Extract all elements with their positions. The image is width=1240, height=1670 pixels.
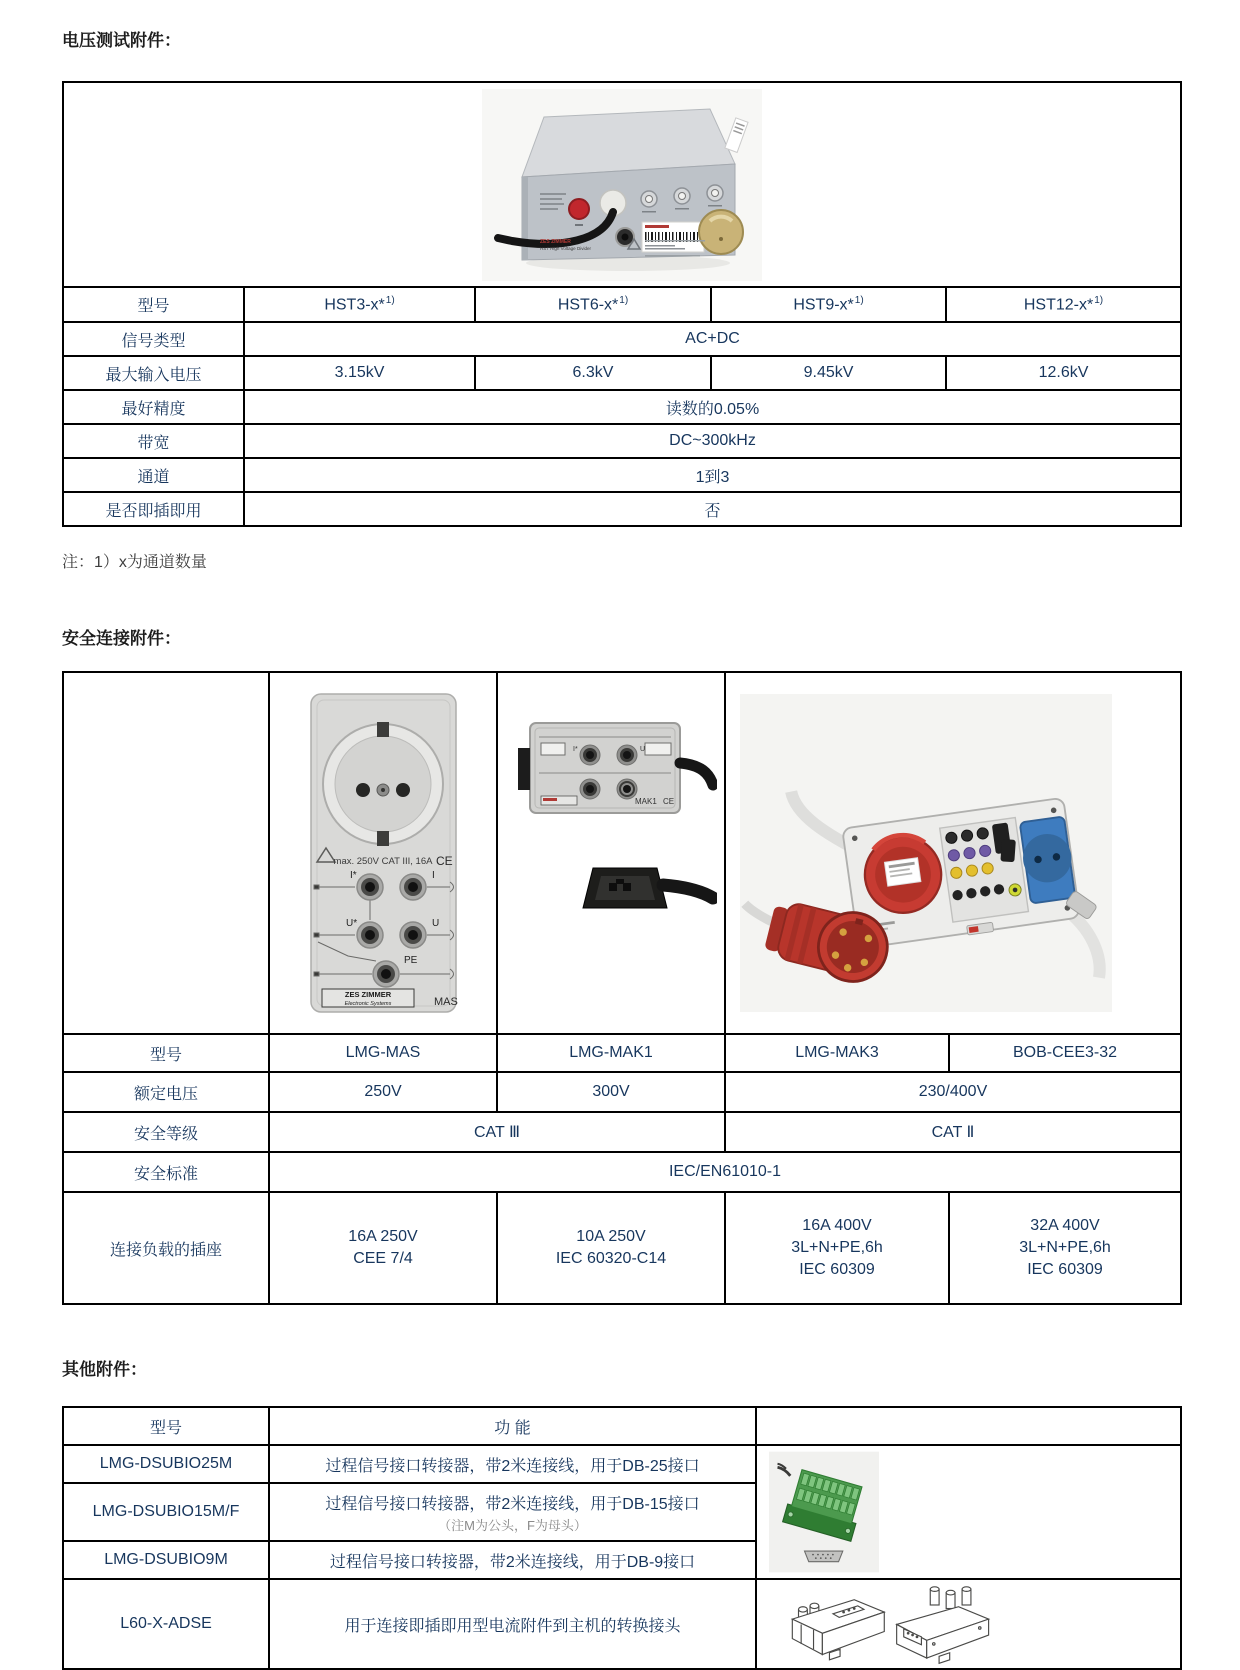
footnote: 注：1）x为通道数量: [62, 554, 207, 571]
safety-model-bob: BOB-CEE3-32: [949, 1034, 1181, 1072]
func-dsubio9m: 过程信号接口转接器，带2米连接线，用于DB-9接口: [269, 1541, 756, 1579]
max-input-hst6: 6.3kV: [475, 356, 711, 390]
svg-text:HST High Voltage Divider: HST High Voltage Divider: [540, 245, 591, 251]
load-socket-bob: 32A 400V 3L+N+PE,6h IEC 60309: [949, 1192, 1181, 1304]
accuracy-label: 最好精度: [63, 390, 244, 424]
safety-model-mak3: LMG-MAK3: [725, 1034, 949, 1072]
plug-and-play-label: 是否即插即用: [63, 492, 244, 526]
l60-adapter-photo-cell: [756, 1579, 1181, 1669]
svg-text:I*: I*: [349, 870, 357, 881]
svg-text:ZES ZIMMER: ZES ZIMMER: [344, 990, 391, 999]
max-input-label: 最大输入电压: [63, 356, 244, 390]
hst-photo-cell: [63, 82, 1181, 287]
safety-model-label: 型号: [63, 1034, 269, 1072]
svg-text:I: I: [431, 870, 435, 881]
mak1-photo-cell: [497, 672, 725, 1034]
svg-text:Electronic Systems: Electronic Systems: [344, 1001, 391, 1007]
model-l60-x-adse: L60-X-ADSE: [63, 1579, 269, 1669]
mas-photo-cell: [269, 672, 497, 1034]
load-socket-mas: 16A 250V CEE 7/4: [269, 1192, 497, 1304]
mak1-side-connector: [518, 748, 530, 790]
safety-class-cat3: CAT Ⅲ: [269, 1112, 725, 1152]
l60-adapter-drawing: [769, 1582, 1019, 1666]
other-function-header: 功 能: [269, 1407, 756, 1445]
lmg-mak1-photo: [505, 693, 717, 943]
safety-class-cat2: CAT Ⅱ: [725, 1112, 1181, 1152]
model-dsubio15mf: LMG-DSUBIO15M/F: [63, 1483, 269, 1541]
hst-device-photo: [482, 89, 762, 281]
mak3-photo-cell: [725, 672, 1181, 1034]
hst-label: [642, 222, 704, 252]
dsub-adapter-photo: [769, 1451, 879, 1573]
svg-text:U: U: [640, 746, 646, 753]
mak1-cable: [680, 763, 713, 785]
accuracy-value: 读数的0.05%: [244, 390, 1181, 424]
voltage-model-hst3: HST3-x*$^{1)}$: [244, 287, 475, 322]
load-socket-mak1: 10A 250V IEC 60320-C14: [497, 1192, 725, 1304]
max-input-hst3: 3.15kV: [244, 356, 475, 390]
channel-value: 1到3: [244, 458, 1181, 492]
load-socket-label: 连接负载的插座: [63, 1192, 269, 1304]
lmg-mas-photo: [286, 684, 481, 1022]
safety-standard-label: 安全标准: [63, 1152, 269, 1192]
svg-text:CE: CE: [435, 854, 453, 868]
dsub-connector: [804, 1551, 842, 1562]
plug-and-play-value: 否: [244, 492, 1181, 526]
voltage-accessory-table: [62, 81, 1182, 527]
svg-text:ZES ZIMMER: ZES ZIMMER: [540, 238, 571, 245]
dsub-adapter-photo-cell: [756, 1445, 1181, 1579]
svg-text:U: U: [431, 918, 439, 929]
rated-voltage-label: 额定电压: [63, 1072, 269, 1112]
voltage-model-label: 型号: [63, 287, 244, 322]
safety-accessory-table: [62, 671, 1182, 1305]
lmg-mak3-photo: [740, 682, 1112, 1024]
bandwidth-label: 带宽: [63, 424, 244, 458]
channel-label: 通道: [63, 458, 244, 492]
rated-voltage-mak3-bob: 230/400V: [725, 1072, 1181, 1112]
safety-standard-value: IEC/EN61010-1: [269, 1152, 1181, 1192]
safety-photo-empty-cell: [63, 672, 269, 1034]
rated-voltage-mak1: 300V: [497, 1072, 725, 1112]
svg-text:U*: U*: [345, 918, 357, 929]
section1-title: 电压测试附件：: [62, 31, 181, 50]
bandwidth-value: DC~300kHz: [244, 424, 1181, 458]
voltage-model-hst6: HST6-x*$^{1)}$: [475, 287, 711, 322]
model-dsubio25m: LMG-DSUBIO25M: [63, 1445, 269, 1483]
svg-text:max. 250V CAT III, 16A: max. 250V CAT III, 16A: [333, 856, 432, 867]
voltage-model-hst9: HST9-x*$^{1)}$: [711, 287, 946, 322]
other-model-header: 型号: [63, 1407, 269, 1445]
rated-voltage-mas: 250V: [269, 1072, 497, 1112]
section2-title: 安全连接附件：: [62, 629, 181, 648]
svg-text:MAS: MAS: [433, 996, 458, 1008]
signal-type-value: AC+DC: [244, 322, 1181, 356]
mak1-c14-plug: [583, 868, 713, 908]
section3-title: 其他附件：: [62, 1360, 147, 1379]
safety-model-mas: LMG-MAS: [269, 1034, 497, 1072]
func-dsubio25m: 过程信号接口转接器，带2米连接线，用于DB-25接口: [269, 1445, 756, 1483]
load-socket-mak3: 16A 400V 3L+N+PE,6h IEC 60309: [725, 1192, 949, 1304]
svg-text:CE: CE: [663, 797, 675, 806]
l60-left-unit: [792, 1600, 884, 1660]
safety-class-label: 安全等级: [63, 1112, 269, 1152]
max-input-hst12: 12.6kV: [946, 356, 1181, 390]
safety-model-mak1: LMG-MAK1: [497, 1034, 725, 1072]
hst-red-button: [569, 199, 589, 219]
func-dsubio15mf: 过程信号接口转接器，带2米连接线，用于DB-15接口 （注M为公头，F为母头）: [269, 1483, 756, 1541]
signal-type-label: 信号类型: [63, 322, 244, 356]
svg-text:PE: PE: [403, 955, 417, 966]
func-l60-x-adse: 用于连接即插即用型电流附件到主机的转换接头: [269, 1579, 756, 1669]
svg-text:I*: I*: [573, 746, 578, 753]
l60-right-unit: [897, 1587, 989, 1664]
model-dsubio9m: LMG-DSUBIO9M: [63, 1541, 269, 1579]
svg-text:MAK1: MAK1: [635, 797, 657, 806]
max-input-hst9: 9.45kV: [711, 356, 946, 390]
dsub15-subnote: （注M为公头，F为母头）: [438, 1517, 587, 1533]
other-photo-header-cell: [756, 1407, 1181, 1445]
other-accessory-table: [62, 1406, 1182, 1670]
voltage-model-hst12: HST12-x*$^{1)}$: [946, 287, 1181, 322]
